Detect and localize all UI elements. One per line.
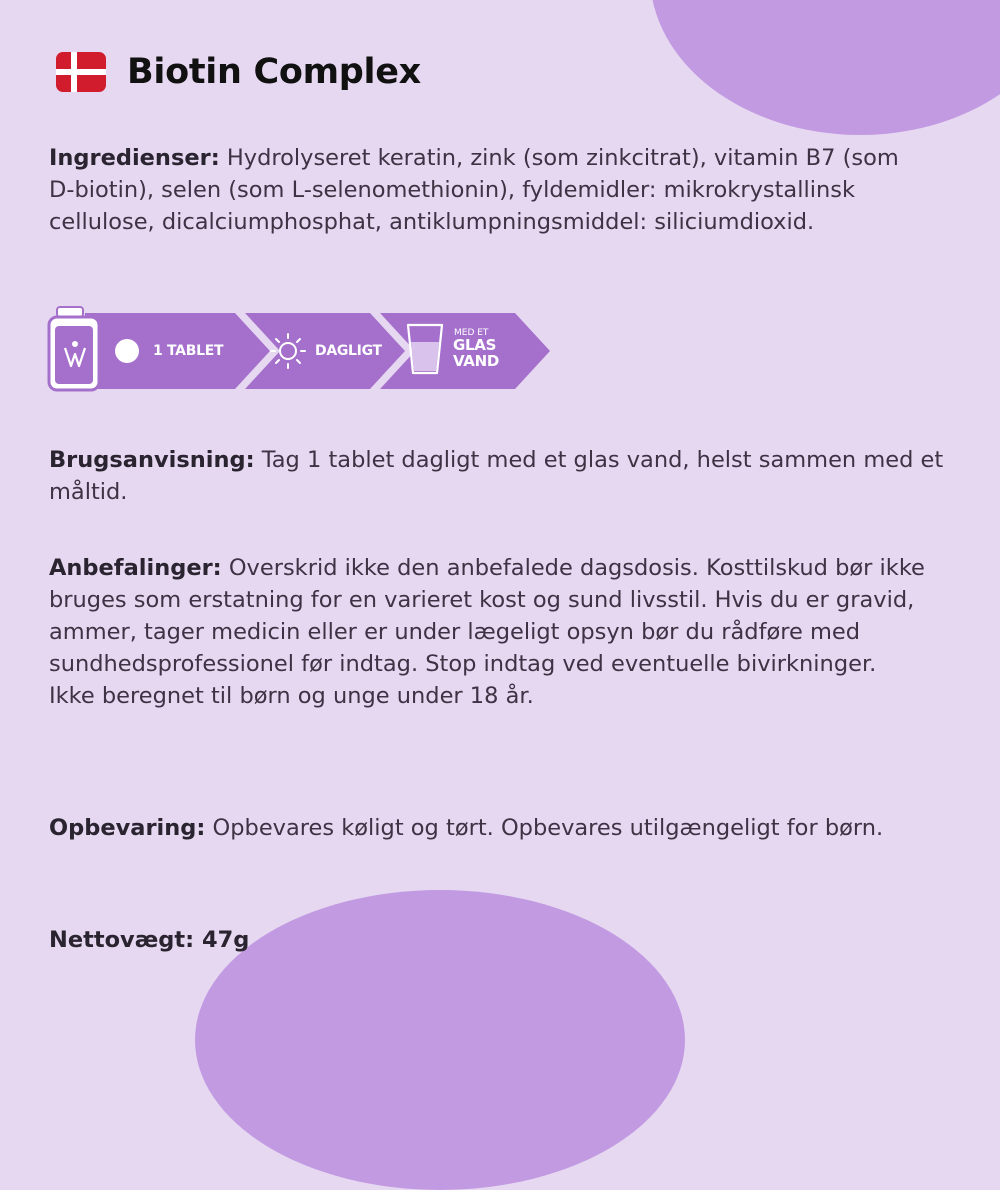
net-weight-label: Nettovægt: 47g	[49, 927, 250, 953]
storage-section	[49, 812, 919, 844]
ingredients-text: Hydrolyseret keratin, zink (som zinkcitrat), vitamin B7 (som D-biotin), selen (som L-selenomethionin), fyldemidler: mikrokrystallinsk cellulose, dicalciumphosphat, antiklumpningsmiddel: siliciumdioxid.	[49, 145, 899, 235]
header	[56, 52, 421, 92]
recommendations-label: Anbefalinger:	[49, 555, 222, 581]
usage-label: Brugsanvisning:	[49, 447, 255, 473]
storage-text: Opbevares køligt og tørt. Opbevares utilgængeligt for børn.	[205, 815, 884, 841]
daily-label: DAGLIGT	[315, 343, 382, 359]
glass-label-line1: GLAS	[453, 336, 497, 354]
dosage-banner	[45, 306, 555, 392]
page-title: Biotin Complex	[127, 52, 421, 92]
tablet-icon	[115, 339, 139, 363]
glass-label-line2: VAND	[453, 352, 500, 370]
ingredients-label: Ingredienser:	[49, 145, 220, 171]
storage-label: Opbevaring:	[49, 815, 206, 841]
tablet-label: 1 TABLET	[153, 343, 224, 359]
recommendations-text: Overskrid ikke den anbefalede dagsdosis. Kosttilskud bør ikke bruges som erstatning for en varieret kost og sund livsstil. Hvis du er gravid, ammer, tager medicin eller er under lægeligt opsyn bør du rådføre med sundhedsprofessionel før indtag. Stop indtag ved eventuelle bivirkninger. Ikke beregnet til børn og unge under 18 år.	[49, 555, 925, 709]
denmark-flag-icon	[56, 52, 106, 92]
net-weight-section	[49, 924, 949, 956]
recommendations-section	[49, 552, 929, 712]
usage-section	[49, 444, 949, 508]
glass-prefix-label: MED ET	[454, 328, 489, 338]
decorative-blob-top	[650, 0, 1000, 135]
ingredients-section	[49, 142, 919, 238]
usage-text: Tag 1 tablet dagligt med et glas vand, helst sammen med et måltid.	[49, 447, 944, 505]
jar-icon	[49, 307, 99, 390]
